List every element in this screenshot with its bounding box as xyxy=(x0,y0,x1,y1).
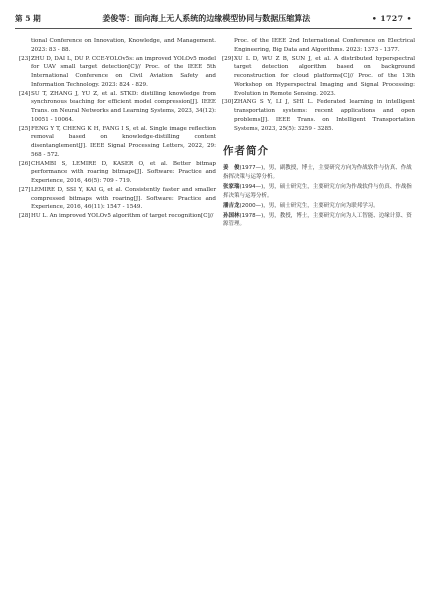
author-description: (1978—)，男，教授，博士，主要研究方向为人工智能、边缘计算、资源管理。 xyxy=(223,212,412,228)
reference-text: FENG Y T, CHENG K H, FANG I S, et al. Single image reflection removal based on knowledge-distilling content disentanglement[J]. IEEE Signal Processing Letters, 2022, 29: 568 - 572. xyxy=(31,125,216,158)
page-number: • 1727 • xyxy=(371,13,412,23)
reference-index: [30] xyxy=(222,99,234,106)
author-name: 姜 俊 xyxy=(223,165,240,171)
reference-text: ZHU D, DAI L, DU P. CCE-YOLOv5s: an improved YOLOv5 model for UAV small target detection[C]// Proc. of the IEEE 5th International Conference on Civil Aviation Safety and Information Technology. 2023: 824 - 829. xyxy=(31,55,216,88)
reference-text: LEMIRE D, SSI Y, KAI G, et al. Consistently faster and smaller compressed bitmaps with roaring[J]. Software: Practice and Experience, 2016, 46(11): 1547 - 1549. xyxy=(31,186,216,211)
reference-index: [28] xyxy=(19,213,31,219)
reference-text: CHAMBI S, LEMIRE D, KASER O, et al. Better bitmap performance with roaring bitmaps[J]. Software: Practice and Experience, 2016, 46(5): 709 - 719. xyxy=(31,160,216,184)
issue-label: 第 5 期 xyxy=(15,13,41,23)
reference-text: SU T, ZHANG J, YU Z, et al. STKD: distilling knowledge from synchronous teaching for efficient model compression[J]. IEEE Trans. on Neural Networks and Learning Systems, 2023, 34(12): 10051 - 10064. xyxy=(31,90,216,123)
authors-section-title: 作者简介 xyxy=(223,145,269,158)
reference-27 xyxy=(20,186,216,212)
right-column xyxy=(223,37,415,230)
author-description: (2000—)，男，硕士研究生，主要研究方向为联邦学习。 xyxy=(239,202,379,209)
reference-30 xyxy=(223,98,415,133)
author-bio xyxy=(223,164,415,182)
author-name: 张家瑞 xyxy=(223,183,240,190)
reference-index: [26] xyxy=(19,160,31,167)
reference-index: [25] xyxy=(19,125,31,132)
author-name: 潘吉龙 xyxy=(223,202,240,209)
reference-continuation: tional Conference on Innovation, Knowledge, and Management. 2023: 83 - 88. xyxy=(31,38,216,53)
author-bio xyxy=(223,202,415,211)
reference-26 xyxy=(20,160,216,186)
author-bio xyxy=(223,212,415,230)
reference-index: [23] xyxy=(19,55,31,62)
reference-text: ZHANG S Y, LI J, SHI L. Federated learning in intelligent transportation systems: recent applications and open problems[J]. IEEE Trans. on Intelligent Transportation Systems, 2023, 25(5): 3259 - 3285. xyxy=(234,99,415,132)
author-name: 孙国林 xyxy=(223,212,240,219)
author-description: (1994—)，男，硕士研究生，主要研究方向为作战软件与仿真、作战指挥决策与运筹分析。 xyxy=(223,183,412,199)
left-column xyxy=(20,37,216,221)
reference-continuation: Proc. of the IEEE 2nd International Conference on Electrical Engineering, Big Data and Algorithms. 2023: 1373 - 1377. xyxy=(234,38,415,53)
running-title: 姜俊等：面向海上无人系统的边缘模型协同与数据压缩算法 xyxy=(102,13,311,23)
author-description: (1977—)，男，副教授，博士，主要研究方向为作战软件与仿真、作战指挥决策与运筹分析。 xyxy=(223,165,412,180)
author-bio xyxy=(223,183,415,201)
reference-index: [29] xyxy=(222,55,234,62)
reference-29 xyxy=(223,55,415,99)
reference-text: XU L D, WU Z B, SUN J, et al. A distributed hyperspectral target detection algorithm based on background reconstruction for cloud platforms[C]// Proc. of the 13th Workshop on Hyperspectral Imaging and Signal Processing: Evolution in Remote Sensing. 2023. xyxy=(234,55,415,97)
reference-index: [24] xyxy=(19,90,31,97)
header-rule xyxy=(15,28,412,29)
page-header xyxy=(15,10,412,26)
reference-25 xyxy=(20,125,216,160)
reference-23 xyxy=(20,55,216,90)
reference-index: [27] xyxy=(19,186,31,193)
reference-text: HU L. An improved YOLOv5 algorithm of target recognition[C]// xyxy=(31,213,214,219)
reference-28 xyxy=(20,212,216,221)
reference-24 xyxy=(20,90,216,125)
